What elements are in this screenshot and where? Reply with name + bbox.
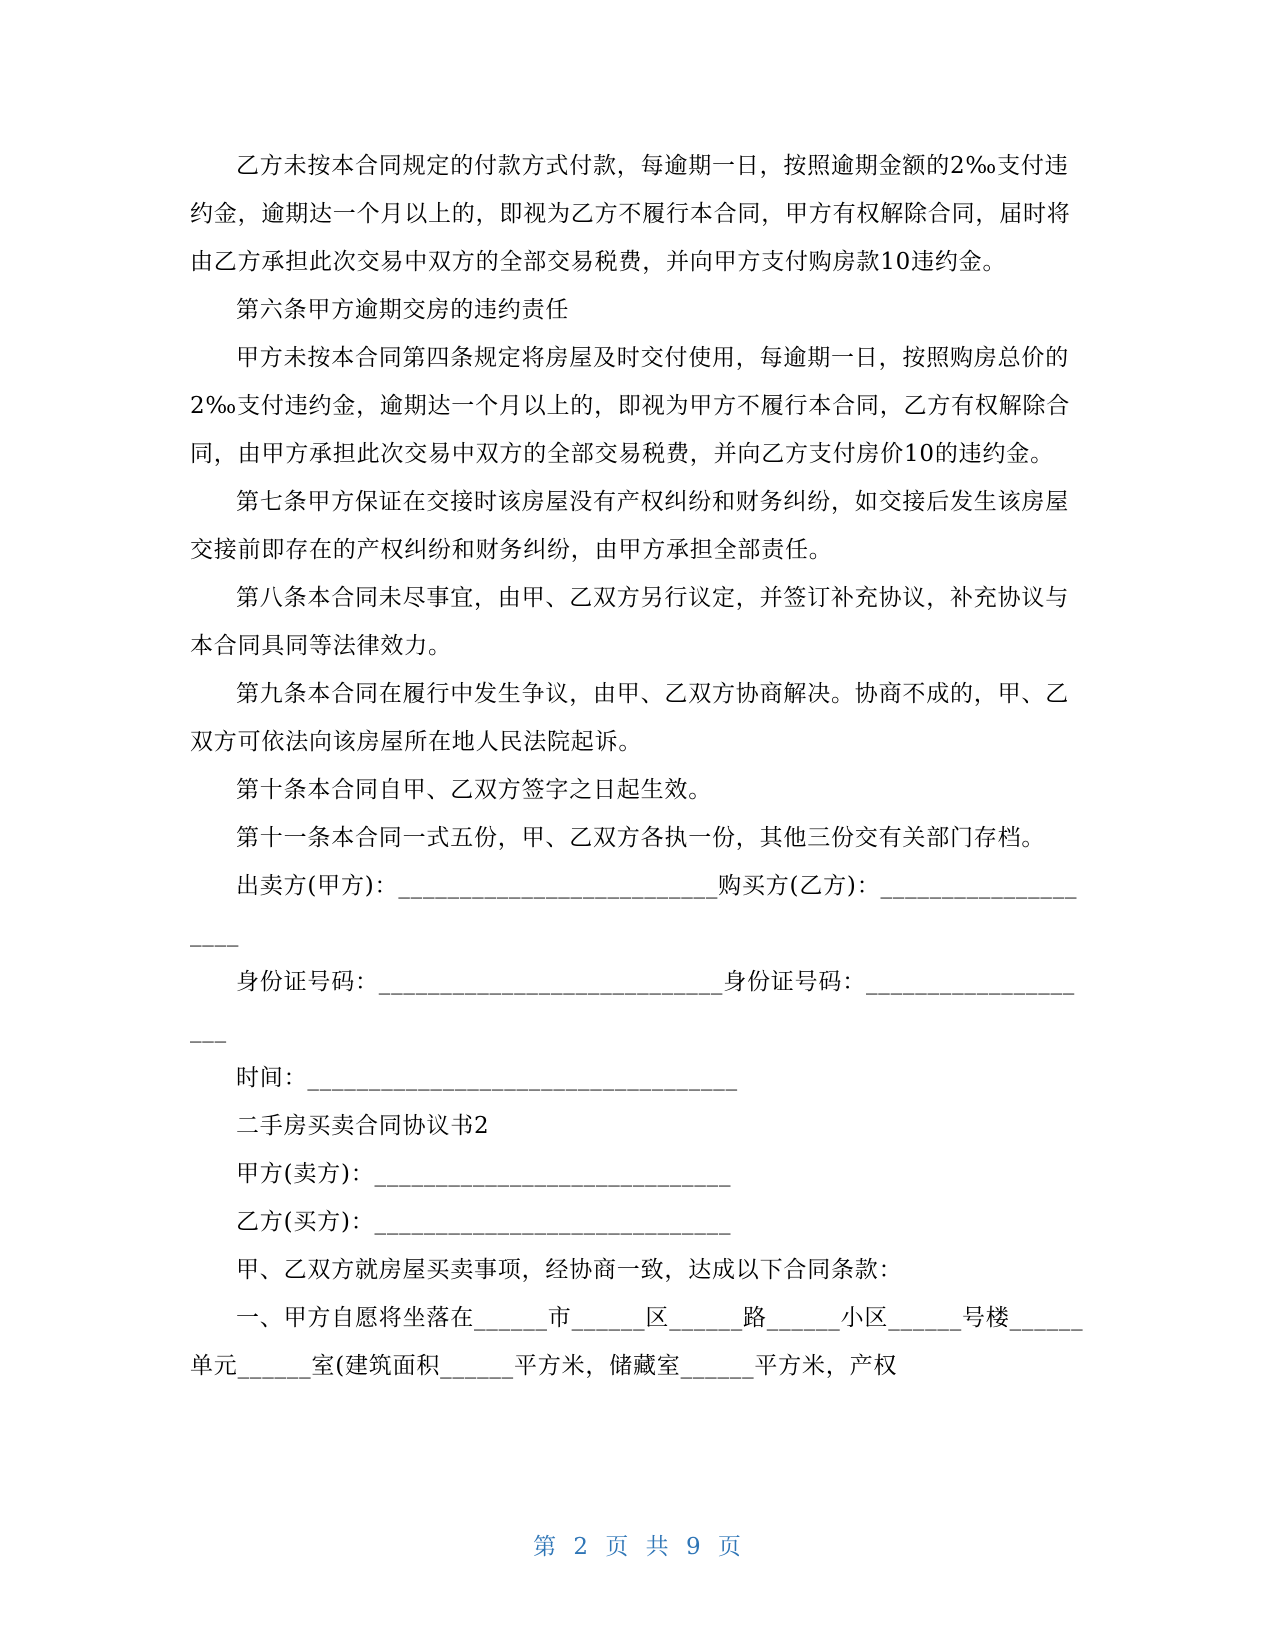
heading-article-6: 第六条甲方逾期交房的违约责任 — [236, 297, 570, 323]
footer-total-pages: 9 — [685, 1534, 702, 1560]
date-line: 时间：___________________________________ — [236, 1065, 738, 1091]
footer-mid-1: 页 — [605, 1534, 630, 1560]
section-title-contract-2: 二手房买卖合同协议书2 — [236, 1113, 490, 1139]
page-number-footer — [0, 1528, 1275, 1561]
footer-current-page: 2 — [573, 1534, 590, 1560]
party-b-buyer-line: 乙方(买方)：_____________________________ — [236, 1209, 732, 1235]
paragraph-article-8: 第八条本合同未尽事宜，由甲、乙双方另行议定，并签订补充协议，补充协议与本合同具同等法律效力。 — [190, 585, 1069, 659]
paragraph-article-9: 第九条本合同在履行中发生争议，由甲、乙双方协商解决。协商不成的，甲、乙双方可依法向该房屋所在地人民法院起诉。 — [190, 681, 1069, 755]
paragraph-article-10: 第十条本合同自甲、乙双方签字之日起生效。 — [236, 777, 712, 803]
agreement-intro: 甲、乙双方就房屋买卖事项，经协商一致，达成以下合同条款： — [236, 1257, 903, 1283]
footer-prefix: 第 — [533, 1534, 558, 1560]
paragraph-article-7: 第七条甲方保证在交接时该房屋没有产权纠纷和财务纠纷，如交接后发生该房屋交接前即存在的产权纠纷和财务纠纷，由甲方承担全部责任。 — [190, 489, 1069, 563]
footer-total-prefix: 共 — [645, 1534, 670, 1560]
signature-seller-buyer-line: 出卖方(甲方)：__________________________购买方(乙方)：____________________ — [190, 873, 1078, 947]
paragraph-article-11: 第十一条本合同一式五份，甲、乙双方各执一份，其他三份交有关部门存档。 — [236, 825, 1046, 851]
paragraph-late-delivery: 甲方未按本合同第四条规定将房屋及时交付使用，每逾期一日，按照购房总价的2‰支付违约金，逾期达一个月以上的，即视为甲方不履行本合同，乙方有权解除合同，由甲方承担此次交易中双方的全部交易税费，并向乙方支付房价10的违约金。 — [190, 345, 1071, 467]
id-number-line: 身份证号码：____________________________身份证号码：____________________ — [190, 969, 1076, 1043]
footer-mid-2: 页 — [717, 1534, 742, 1560]
party-a-seller-line: 甲方(卖方)：_____________________________ — [236, 1161, 732, 1187]
paragraph-late-payment: 乙方未按本合同规定的付款方式付款，每逾期一日，按照逾期金额的2‰支付违约金，逾期达一个月以上的，即视为乙方不履行本合同，甲方有权解除合同，届时将由乙方承担此次交易中双方的全部交易税费，并向甲方支付购房款10违约金。 — [190, 153, 1071, 275]
document-body — [190, 142, 1085, 1390]
clause-1-property-location: 一、甲方自愿将坐落在______市______区______路______小区______号楼______单元______室(建筑面积______平方米，储藏室______平方米，产权 — [190, 1305, 1084, 1379]
